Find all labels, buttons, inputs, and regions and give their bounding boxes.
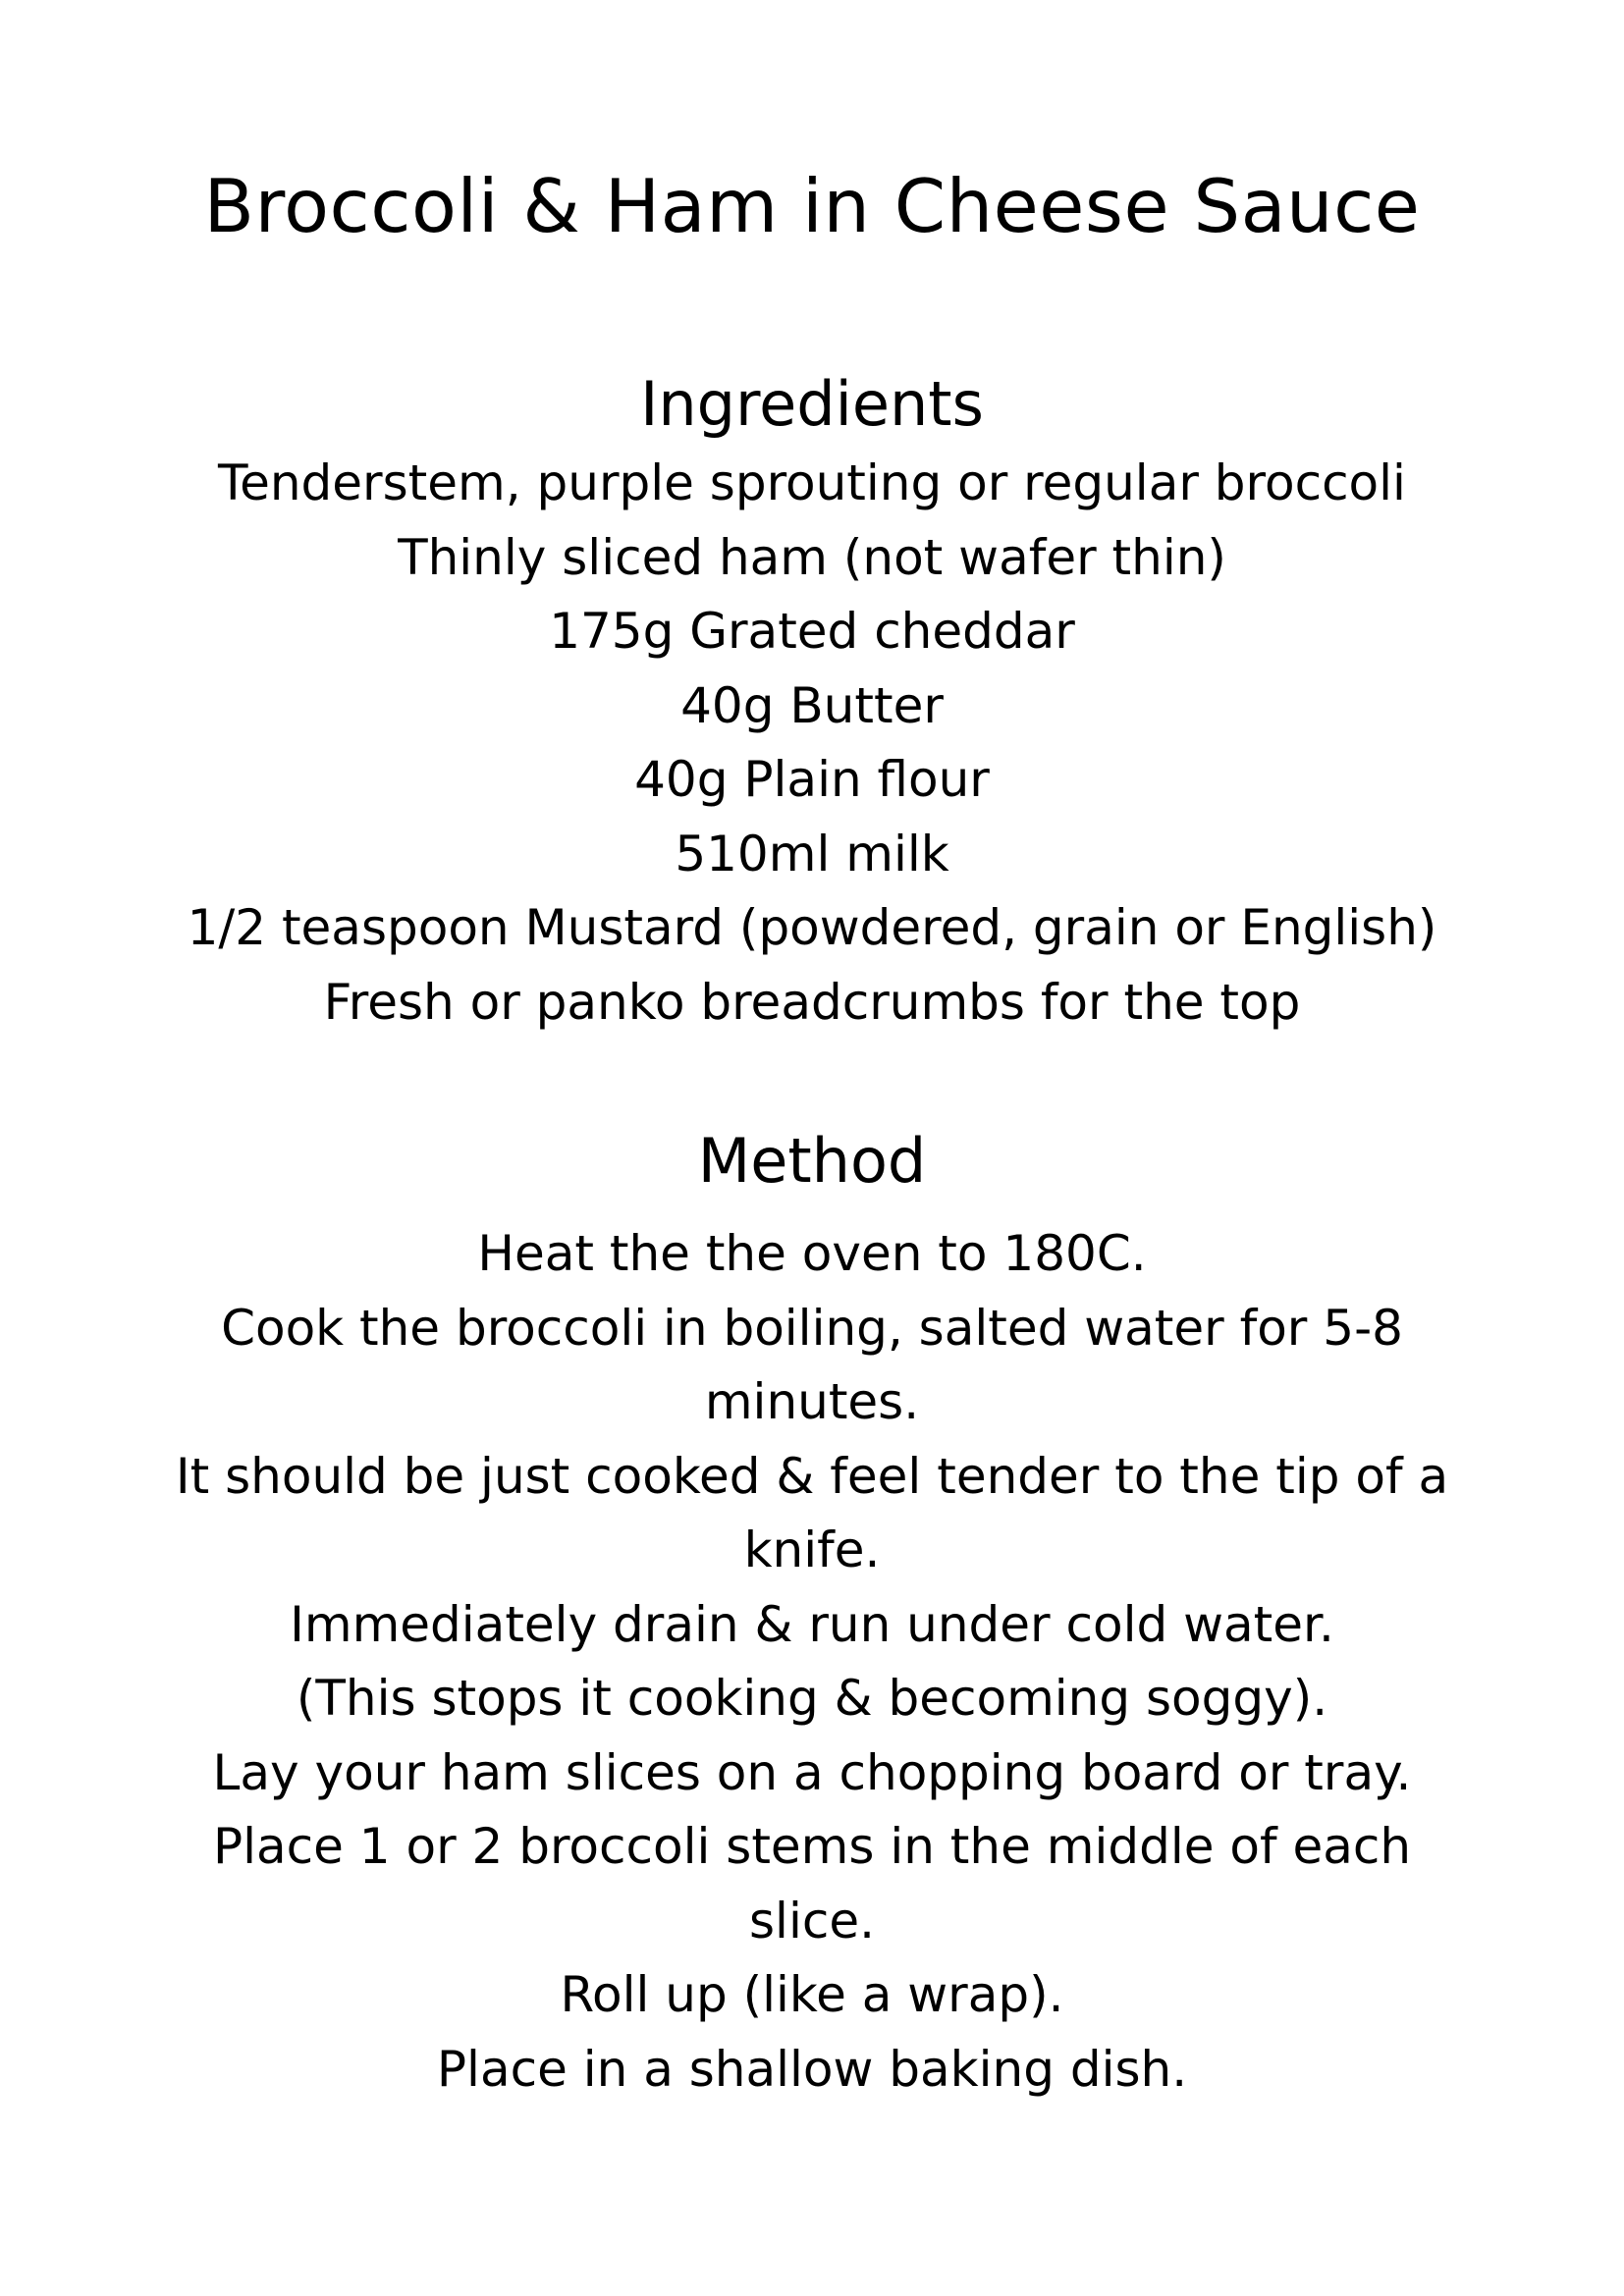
method-line: Place 1 or 2 broccoli stems in the middle of each: [212, 1818, 1412, 1875]
method-line: Heat the the oven to 180C.: [477, 1225, 1147, 1282]
method-line: Place in a shallow baking dish.: [436, 2040, 1188, 2098]
ingredient-item: Thinly sliced ham (not wafer thin): [398, 528, 1226, 586]
method-line: (This stops it cooking & becoming soggy).: [296, 1670, 1328, 1727]
method-line: Cook the broccoli in boiling, salted water for 5-8: [221, 1299, 1403, 1357]
ingredient-item: 175g Grated cheddar: [549, 603, 1075, 660]
method-line: Roll up (like a wrap).: [560, 1966, 1064, 2023]
method-list: [0, 1217, 1624, 2107]
recipe-title: Broccoli & Ham in Cheese Sauce: [203, 163, 1421, 249]
ingredients-heading: Ingredients: [640, 368, 984, 440]
ingredient-item: 510ml milk: [675, 825, 949, 882]
ingredient-item: 1/2 teaspoon Mustard (powdered, grain or English): [187, 899, 1437, 956]
method-line: knife.: [743, 1522, 881, 1578]
method-line: It should be just cooked & feel tender to the tip of a: [175, 1447, 1449, 1505]
ingredient-item: 40g Plain flour: [634, 751, 990, 808]
ingredients-list: [0, 447, 1624, 1040]
method-line: minutes.: [704, 1373, 920, 1430]
ingredient-item: Fresh or panko breadcrumbs for the top: [323, 973, 1301, 1031]
ingredient-item: Tenderstem, purple sprouting or regular broccoli: [218, 454, 1406, 511]
method-line: slice.: [749, 1892, 875, 1949]
method-line: Lay your ham slices on a chopping board or tray.: [212, 1743, 1412, 1801]
method-line: Immediately drain & run under cold water.: [290, 1595, 1334, 1653]
method-heading: Method: [697, 1125, 927, 1197]
ingredient-item: 40g Butter: [680, 676, 944, 734]
